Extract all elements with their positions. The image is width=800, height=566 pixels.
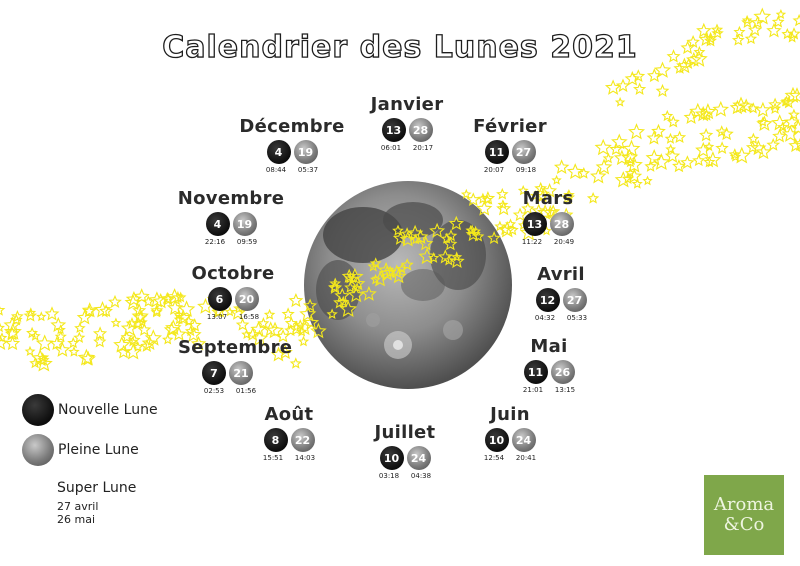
new-moon-time: 21:01 — [522, 386, 544, 394]
star-icon — [626, 158, 635, 167]
star-icon — [790, 89, 800, 102]
star-icon — [134, 343, 142, 351]
star-icon — [633, 180, 642, 188]
star-icon — [46, 308, 58, 320]
month-name: Mars — [522, 188, 574, 209]
star-icon — [152, 307, 161, 316]
month-january — [352, 94, 462, 152]
star-icon — [773, 116, 787, 130]
star-icon — [730, 150, 740, 159]
star-icon — [591, 169, 605, 182]
star-icon — [673, 161, 684, 172]
star-icon — [5, 318, 20, 332]
star-icon — [794, 137, 800, 149]
new-moon-time: 06:01 — [380, 144, 402, 152]
full-moon-day: 24 — [407, 446, 431, 470]
month-name: Décembre — [239, 116, 345, 137]
star-icon — [152, 305, 162, 315]
star-icon — [785, 116, 798, 128]
star-icon — [568, 165, 582, 179]
month-november — [175, 188, 287, 246]
full-moon-time: 09:18 — [515, 166, 537, 174]
star-icon — [777, 10, 785, 17]
star-icon — [26, 347, 34, 355]
star-icon — [770, 104, 779, 113]
star-icon — [717, 143, 728, 153]
new-moon-time: 11:22 — [521, 238, 543, 246]
star-icon — [633, 71, 644, 81]
star-icon — [768, 139, 779, 149]
full-moon-day: 20 — [235, 287, 259, 311]
star-icon — [101, 306, 112, 316]
star-icon — [782, 97, 791, 105]
star-icon — [682, 157, 694, 168]
month-august — [234, 404, 344, 462]
star-icon — [674, 132, 684, 142]
new-moon-time: 20:07 — [483, 166, 505, 174]
month-april — [506, 264, 616, 322]
star-icon — [51, 337, 63, 349]
star-icon — [122, 332, 132, 341]
star-icon — [752, 141, 765, 154]
full-moon-day: 27 — [512, 140, 536, 164]
logo-line-1: Aroma — [713, 494, 775, 515]
star-icon — [701, 105, 715, 119]
star-icon — [127, 319, 137, 329]
legend-new-moon — [22, 394, 158, 426]
star-icon — [264, 323, 277, 336]
star-icon — [685, 111, 697, 123]
star-icon — [691, 104, 705, 118]
star-icon — [786, 88, 800, 102]
star-icon — [134, 305, 145, 316]
full-moon-illustration — [303, 180, 513, 390]
star-icon — [118, 346, 130, 357]
star-icon — [666, 150, 679, 162]
month-name: Septembre — [178, 337, 293, 358]
month-october — [178, 263, 288, 321]
new-moon-day: 11 — [524, 360, 548, 384]
star-icon — [778, 122, 787, 131]
star-icon — [11, 315, 21, 324]
star-icon — [626, 169, 634, 177]
full-moon-day: 19 — [233, 212, 257, 236]
super-moon-date: 26 mai — [57, 513, 96, 526]
star-icon — [653, 125, 665, 136]
star-icon — [657, 85, 668, 96]
new-moon-time: 04:32 — [534, 314, 556, 322]
star-icon — [268, 323, 283, 337]
star-icon — [734, 148, 749, 162]
full-moon-time: 20:17 — [412, 144, 434, 152]
month-name: Janvier — [370, 94, 444, 115]
star-icon — [25, 310, 36, 320]
star-icon — [757, 145, 770, 158]
star-icon — [135, 290, 148, 303]
star-icon — [130, 335, 140, 344]
star-icon — [139, 324, 150, 335]
star-icon — [75, 333, 84, 342]
star-icon — [84, 306, 94, 316]
star-icon — [634, 84, 644, 94]
month-name: Août — [264, 404, 314, 425]
new-moon-day: 13 — [382, 118, 406, 142]
star-icon — [79, 350, 94, 364]
new-moon-day: 11 — [485, 140, 509, 164]
new-moon-icon — [22, 394, 54, 426]
new-moon-time: 03:18 — [378, 472, 400, 480]
star-icon — [667, 145, 675, 153]
star-icon — [626, 72, 639, 84]
star-icon — [290, 322, 303, 334]
star-icon — [731, 152, 740, 160]
star-icon — [616, 98, 624, 105]
star-icon — [163, 294, 174, 304]
star-icon — [186, 327, 195, 335]
star-icon — [774, 130, 786, 141]
star-icon — [290, 294, 302, 306]
star-icon — [122, 321, 137, 335]
full-moon-time: 01:56 — [235, 387, 257, 395]
full-moon-time: 20:41 — [515, 454, 537, 462]
new-moon-day: 6 — [208, 287, 232, 311]
star-icon — [755, 9, 770, 23]
star-icon — [717, 127, 727, 136]
star-icon — [291, 359, 300, 368]
star-icon — [95, 302, 110, 316]
star-icon — [52, 318, 65, 331]
star-icon — [6, 328, 18, 339]
star-icon — [0, 305, 4, 315]
star-icon — [126, 345, 140, 359]
new-moon-day: 8 — [264, 428, 288, 452]
star-icon — [628, 170, 641, 182]
star-icon — [144, 297, 154, 306]
star-icon — [252, 323, 266, 336]
star-icon — [749, 104, 758, 113]
star-icon — [696, 107, 710, 120]
month-march — [493, 188, 603, 246]
star-icon — [70, 347, 79, 355]
star-icon — [624, 141, 639, 155]
star-icon — [33, 351, 48, 366]
month-name: Avril — [537, 264, 585, 285]
star-icon — [135, 312, 147, 323]
star-icon — [39, 354, 47, 361]
star-icon — [162, 293, 172, 303]
star-icon — [747, 142, 758, 152]
star-icon — [770, 99, 781, 110]
star-icon — [702, 110, 712, 119]
star-icon — [56, 332, 65, 341]
star-icon — [611, 144, 622, 154]
star-icon — [616, 173, 631, 187]
new-moon-day: 4 — [267, 140, 291, 164]
super-moon-note — [57, 480, 136, 526]
star-icon — [606, 81, 620, 94]
full-moon-day: 19 — [294, 140, 318, 164]
new-moon-time: 13:07 — [206, 313, 228, 321]
month-name: Février — [473, 116, 547, 137]
star-icon — [648, 132, 660, 144]
star-icon — [0, 334, 6, 342]
star-icon — [579, 168, 589, 177]
full-moon-day: 21 — [229, 361, 253, 385]
star-icon — [27, 309, 35, 317]
star-icon — [697, 143, 711, 156]
star-icon — [165, 323, 178, 335]
month-name: Juin — [490, 404, 530, 425]
star-icon — [109, 296, 120, 307]
star-icon — [154, 294, 168, 307]
star-icon — [143, 337, 156, 349]
star-icon — [31, 332, 39, 340]
star-icon — [617, 80, 629, 91]
full-moon-time: 04:38 — [410, 472, 432, 480]
star-icon — [629, 125, 643, 139]
star-icon — [666, 134, 675, 143]
full-moon-time: 05:33 — [566, 314, 588, 322]
new-moon-time: 22:16 — [204, 238, 226, 246]
star-icon — [646, 161, 656, 170]
full-moon-icon — [22, 434, 54, 466]
month-name: Octobre — [191, 263, 275, 284]
star-icon — [163, 335, 172, 343]
star-icon — [37, 336, 52, 350]
full-moon-day: 28 — [550, 212, 574, 236]
new-moon-day: 7 — [202, 361, 226, 385]
star-icon — [668, 117, 678, 127]
full-moon-day: 28 — [409, 118, 433, 142]
full-moon-time: 20:49 — [553, 238, 575, 246]
star-icon — [731, 101, 744, 113]
full-moon-time: 13:15 — [554, 386, 576, 394]
star-icon — [794, 15, 800, 25]
star-icon — [133, 309, 148, 323]
star-icon — [12, 311, 22, 321]
legend-label: Pleine Lune — [58, 442, 139, 458]
star-icon — [189, 320, 200, 331]
month-july — [350, 422, 460, 480]
new-moon-day: 13 — [523, 212, 547, 236]
star-icon — [706, 153, 720, 167]
full-moon-day: 22 — [291, 428, 315, 452]
new-moon-time: 15:51 — [262, 454, 284, 462]
star-icon — [654, 155, 669, 169]
star-icon — [743, 17, 753, 26]
star-icon — [597, 160, 611, 173]
star-icon — [127, 292, 141, 305]
star-icon — [6, 337, 18, 349]
month-september — [178, 337, 293, 395]
month-name: Juillet — [374, 422, 436, 443]
star-icon — [129, 337, 137, 345]
star-icon — [115, 338, 130, 352]
star-icon — [694, 155, 704, 165]
star-icon — [95, 336, 106, 346]
full-moon-time: 09:59 — [236, 238, 258, 246]
star-icon — [604, 154, 613, 162]
star-icon — [150, 293, 165, 307]
star-icon — [784, 98, 794, 108]
star-icon — [0, 324, 4, 331]
star-icon — [792, 121, 800, 134]
star-icon — [663, 111, 672, 120]
star-icon — [705, 157, 715, 166]
full-moon-time: 05:37 — [297, 166, 319, 174]
new-moon-time: 08:44 — [265, 166, 287, 174]
super-moon-label: Super Lune — [57, 480, 137, 496]
star-icon — [138, 318, 146, 326]
star-icon — [553, 176, 561, 183]
new-moon-day: 10 — [485, 428, 509, 452]
star-icon — [700, 129, 712, 140]
star-icon — [112, 319, 120, 326]
logo-line-2: &Co — [723, 514, 765, 535]
full-moon-day: 27 — [563, 288, 587, 312]
month-february — [455, 116, 565, 174]
month-name: Mai — [530, 336, 568, 357]
star-icon — [36, 356, 51, 370]
star-icon — [146, 331, 161, 345]
brand-logo — [704, 475, 784, 555]
star-icon — [721, 128, 733, 139]
star-icon — [647, 150, 662, 164]
star-icon — [705, 143, 713, 150]
page-title: Calendrier des Lunes 2021 — [162, 30, 638, 65]
star-icon — [622, 150, 637, 164]
star-icon — [38, 313, 46, 320]
star-icon — [94, 328, 106, 339]
month-december — [236, 116, 348, 174]
new-moon-day: 12 — [536, 288, 560, 312]
star-icon — [31, 359, 40, 368]
star-icon — [612, 135, 626, 148]
star-icon — [734, 98, 749, 112]
star-icon — [69, 338, 78, 347]
star-icon — [596, 140, 611, 154]
super-moon-date: 27 avril — [57, 500, 99, 513]
star-icon — [57, 326, 65, 333]
star-icon — [743, 16, 751, 23]
star-icon — [615, 151, 629, 164]
star-icon — [76, 324, 85, 332]
month-name: Novembre — [177, 188, 285, 209]
star-icon — [133, 318, 144, 328]
star-icon — [758, 117, 772, 130]
star-icon — [781, 98, 789, 105]
full-moon-time: 14:03 — [294, 454, 316, 462]
star-icon — [752, 17, 763, 27]
full-moon-day: 26 — [551, 360, 575, 384]
star-icon — [0, 337, 7, 349]
star-icon — [286, 325, 296, 335]
new-moon-day: 4 — [206, 212, 230, 236]
star-icon — [56, 343, 69, 356]
star-icon — [82, 352, 95, 364]
star-icon — [789, 110, 798, 119]
star-icon — [78, 311, 91, 323]
star-icon — [790, 139, 800, 151]
full-moon-day: 24 — [512, 428, 536, 452]
legend-full-moon — [22, 434, 139, 466]
star-icon — [166, 321, 180, 334]
month-may — [494, 336, 604, 394]
month-june — [455, 404, 565, 462]
new-moon-time: 02:53 — [203, 387, 225, 395]
star-icon — [39, 355, 49, 364]
star-icon — [759, 118, 767, 126]
star-icon — [648, 70, 660, 81]
star-icon — [644, 177, 652, 184]
star-icon — [756, 103, 769, 116]
full-moon-time: 16:58 — [238, 313, 260, 321]
new-moon-day: 10 — [380, 446, 404, 470]
star-icon — [27, 328, 36, 337]
new-moon-time: 12:54 — [483, 454, 505, 462]
star-icon — [740, 100, 752, 112]
star-icon — [773, 17, 783, 27]
star-icon — [126, 295, 140, 309]
star-icon — [5, 324, 20, 338]
star-icon — [83, 304, 96, 317]
star-icon — [142, 341, 153, 351]
legend-label: Nouvelle Lune — [58, 402, 158, 418]
star-icon — [749, 134, 758, 143]
star-icon — [783, 127, 798, 141]
star-icon — [623, 174, 632, 183]
star-icon — [627, 157, 642, 171]
star-icon — [714, 102, 728, 115]
